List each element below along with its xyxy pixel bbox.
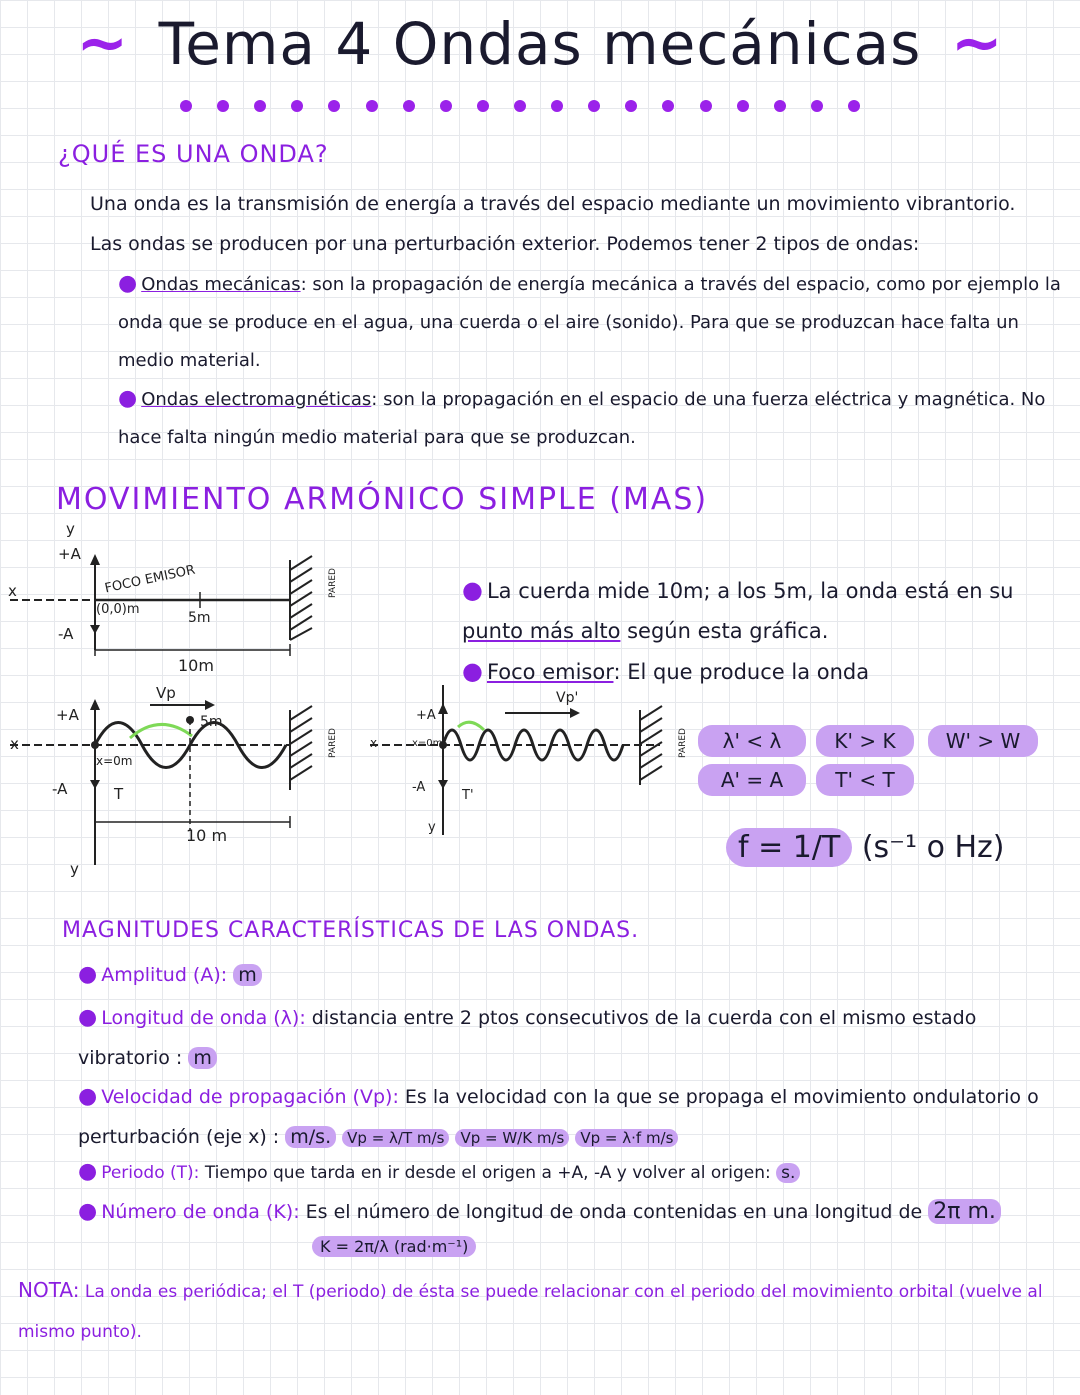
fig3-x0-label: x=0m [412, 738, 443, 749]
unit-badge: m [233, 964, 262, 986]
fig1-wall-label: PARED [327, 568, 338, 598]
fig3-x-label: x [370, 736, 378, 750]
section-heading-mas: MOVIMIENTO ARMÓNICO SIMPLE (MAS) [56, 482, 709, 517]
section-heading-what-is-wave: ¿QUÉ ES UNA ONDA? [58, 140, 329, 168]
unit-badge: 2π m. [928, 1199, 1001, 1224]
bullet-dot-icon: ● [78, 1199, 98, 1224]
magnitude-longitud: ● Longitud de onda (λ): distancia entre 2 ptos consecutivos de la cuerda con el mismo estado vibratorio : m [78, 1005, 977, 1069]
bullet-dot-icon: ● [462, 576, 483, 604]
unit-badge: m/s. [285, 1126, 336, 1148]
relation-w: W' > W [928, 725, 1038, 757]
fig2-minusA-label: -A [52, 780, 68, 798]
relation-k: K' > K [816, 725, 914, 757]
fig1-origin-label: (0,0)m [96, 602, 140, 617]
relation-lambda: λ' < λ [698, 725, 806, 757]
note-label: NOTA: [18, 1278, 80, 1302]
fig1-minusA-label: -A [58, 625, 74, 643]
title-text: Tema 4 Ondas mecánicas [158, 10, 922, 78]
rope-note-length: ● La cuerda mide 10m; a los 5m, la onda está en su punto más alto según esta gráfica. [462, 576, 1014, 643]
fig1-foco-label: FOCO EMISOR [103, 562, 197, 597]
vp-formula-3: Vp = λ·f m/s [575, 1129, 678, 1147]
unit-badge: s. [776, 1163, 800, 1183]
section-heading-magnitudes: MAGNITUDES CARACTERÍSTICAS DE LAS ONDAS. [62, 918, 640, 943]
fig3-plusA-label: +A [416, 708, 436, 723]
fig2-plusA-label: +A [56, 706, 79, 724]
magnitude-numero-onda: ● Número de onda (K): Es el número de longitud de onda contenidas en una longitud de 2π m. [78, 1192, 1068, 1232]
figure-wave-2 [370, 685, 662, 835]
relation-amplitude: A' = A [698, 764, 806, 796]
magnitude-periodo: ● Periodo (T): Tiempo que tarda en ir desde el origen a +A, -A y volver al origen: s. [78, 1152, 1068, 1193]
vp-formula-1: Vp = λ/T m/s [342, 1129, 449, 1147]
fig2-x-label: x [10, 735, 19, 753]
bullet-dot-icon: ● [78, 1084, 98, 1109]
k-formula: K = 2π/λ (rad·m⁻¹) [312, 1236, 476, 1257]
vp-formula-2: Vp = W/K m/s [455, 1129, 569, 1147]
note-text: La onda es periódica; el T (periodo) de ésta se puede relacionar con el periodo del movimiento orbital (vuelve al mismo punto). [18, 1282, 1043, 1342]
bullet-text: : son la propagación en el espacio de una fuerza eléctrica y magnética. No hace falta ningún medio material para que se produzcan. [118, 389, 1046, 448]
fig2-vp-label: Vp [156, 684, 176, 702]
title-dots-divider [180, 100, 860, 112]
title-decor-right: ~ [950, 6, 1004, 79]
bullet-dot-icon: ● [78, 1159, 98, 1184]
fig3-wall-label: PARED [677, 728, 688, 758]
intro-paragraph: Una onda es la transmisión de energía a través del espacio mediante un movimiento vibrantorio. Las ondas se producen por una perturbación exterior. Podemos tener 2 tipos de ondas: [90, 193, 1016, 255]
bullet-label: Ondas electromagnéticas [141, 389, 372, 410]
bullet-dot-icon: ● [78, 962, 98, 987]
fig2-y-label: y [70, 860, 79, 878]
unit-badge: m [188, 1047, 217, 1069]
rope-note-foco: ● Foco emisor: El que produce la onda [462, 657, 870, 685]
frequency-formula-expr: f = 1/T [726, 828, 852, 867]
magnitude-velocidad: ● Velocidad de propagación (Vp): Es la velocidad con la que se propaga el movimiento ondulatorio o perturbación (eje x) : m/s. Vp = λ/T m/s Vp = W/K m/s Vp = λ·f m/s [78, 1084, 1039, 1148]
note-block [18, 1270, 1068, 1352]
bullet-dot-icon: ● [118, 271, 138, 296]
fig2-wall-label: PARED [327, 728, 338, 758]
frequency-formula [726, 830, 1004, 865]
page-title [0, 6, 1080, 79]
fig1-x-label: x [8, 582, 17, 600]
bullet-text: : son la propagación de energía mecánica a través del espacio, como por ejemplo la onda que se produce en el agua, una cuerda o el aire (sonido). Para que se produzcan hace falta un medio material. [118, 274, 1061, 371]
title-decor-left: ~ [76, 6, 130, 79]
fig2-5m-label: 5m [200, 714, 223, 730]
bullet-mechanical-waves [118, 265, 1063, 380]
fig1-plusA-label: +A [58, 545, 81, 563]
magnitude-amplitud: ● Amplitud (A): m [78, 955, 1068, 995]
bullet-dot-icon: ● [462, 657, 483, 685]
fig3-T-label: T' [462, 788, 474, 803]
relation-period: T' < T [816, 764, 914, 796]
bullet-dot-icon: ● [78, 1005, 98, 1030]
bullet-dot-icon: ● [118, 386, 138, 411]
fig1-10m-label: 10m [178, 656, 214, 675]
bullet-label: Ondas mecánicas [141, 274, 301, 295]
fig2-10m-label: 10 m [186, 826, 228, 845]
fig3-minusA-label: -A [412, 780, 426, 795]
fig2-T-label: T [114, 785, 124, 803]
fig3-y-label: y [428, 820, 436, 835]
fig3-vp-label: Vp' [556, 690, 579, 706]
fig2-x0-label: x=0m [96, 754, 133, 768]
fig1-5m-label: 5m [188, 610, 211, 626]
frequency-units: (s⁻¹ o Hz) [861, 830, 1005, 865]
fig1-y-label: y [66, 520, 75, 538]
rope-notes [462, 570, 1062, 692]
bullet-em-waves [118, 380, 1063, 457]
